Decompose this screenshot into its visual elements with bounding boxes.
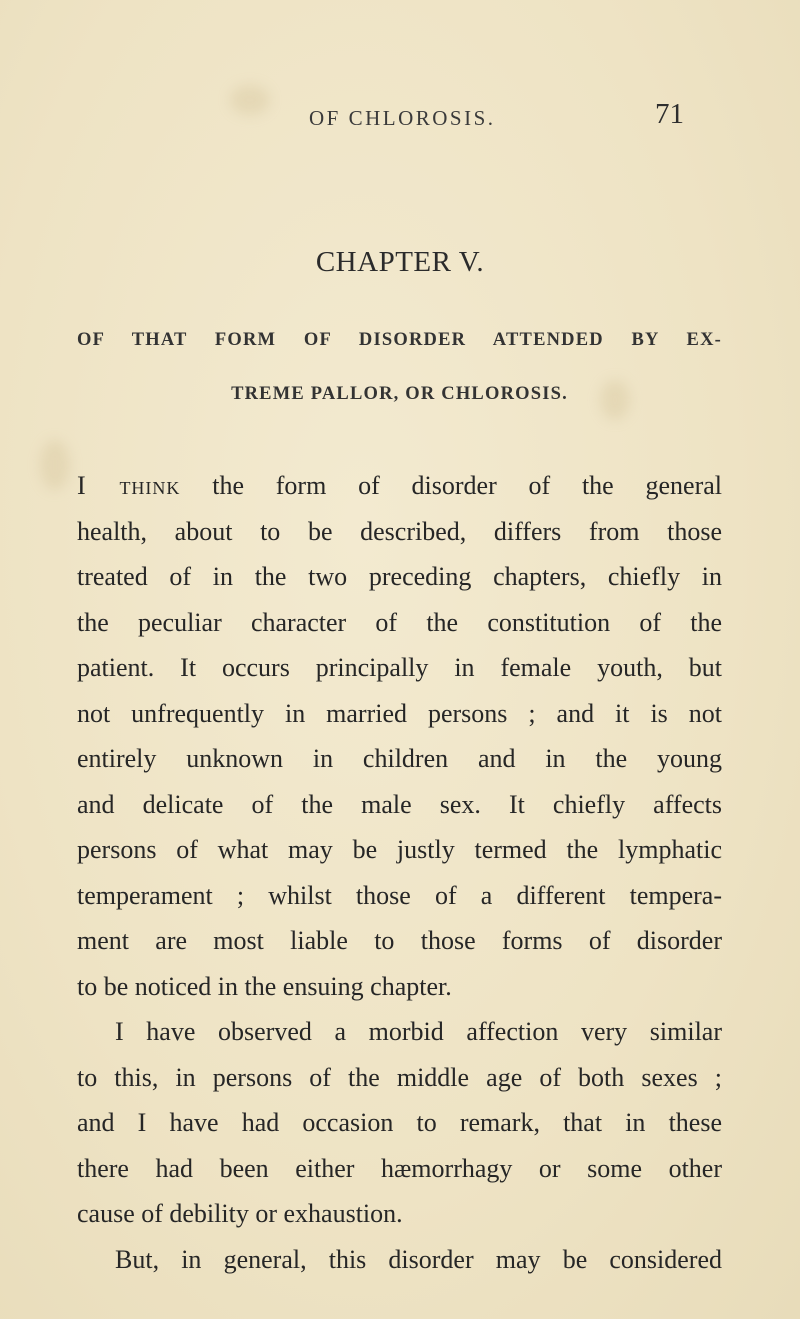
text-line: I have observed a morbid affection very similar <box>115 1017 722 1046</box>
text-line: cause of debility or exhaustion. <box>77 1199 403 1228</box>
text-line: and delicate of the male sex. It chiefly affects <box>77 789 722 819</box>
chapter-subtitle-line: OF THAT FORM OF DISORDER ATTENDED BY EX- <box>77 330 722 350</box>
opening-small-caps: I think <box>77 471 181 500</box>
text-line: health, about to be described, differs from those <box>77 516 722 546</box>
running-head <box>0 98 800 138</box>
text-line: to this, in persons of the middle age of both sexes ; <box>77 1062 722 1092</box>
body-text <box>77 463 722 1282</box>
text-line: to be noticed in the ensuing chapter. <box>77 971 452 1001</box>
page-number: 71 <box>655 98 684 130</box>
text-line: not unfrequently in married persons ; and it is not <box>77 698 722 728</box>
text-line: ment are most liable to those forms of disorder <box>77 926 722 955</box>
text-line: entirely unknown in children and in the young <box>77 744 722 773</box>
text-line: persons of what may be justly termed the lymphatic <box>77 835 722 864</box>
text-line: temperament ; whilst those of a different tempera- <box>77 880 722 910</box>
text-line: patient. It occurs principally in female youth, but <box>77 653 722 682</box>
text-line: there had been either hæmorrhagy or some other <box>77 1153 722 1183</box>
running-title: OF CHLOROSIS. <box>309 106 496 130</box>
page-stain <box>40 440 70 490</box>
text-line: But, in general, this disorder may be considered <box>115 1244 722 1274</box>
chapter-subtitle-line: TREME PALLOR, OR CHLOROSIS. <box>231 384 568 404</box>
chapter-heading: CHAPTER V. <box>315 246 485 278</box>
text-line: treated of in the two preceding chapters, chiefly in <box>77 562 722 591</box>
text-line: the peculiar character of the constitution of the <box>77 607 722 637</box>
text-line: I think the form of disorder of the general <box>77 471 722 500</box>
chapter-subtitle <box>77 313 722 421</box>
text-line: and I have had occasion to remark, that in these <box>77 1108 722 1137</box>
